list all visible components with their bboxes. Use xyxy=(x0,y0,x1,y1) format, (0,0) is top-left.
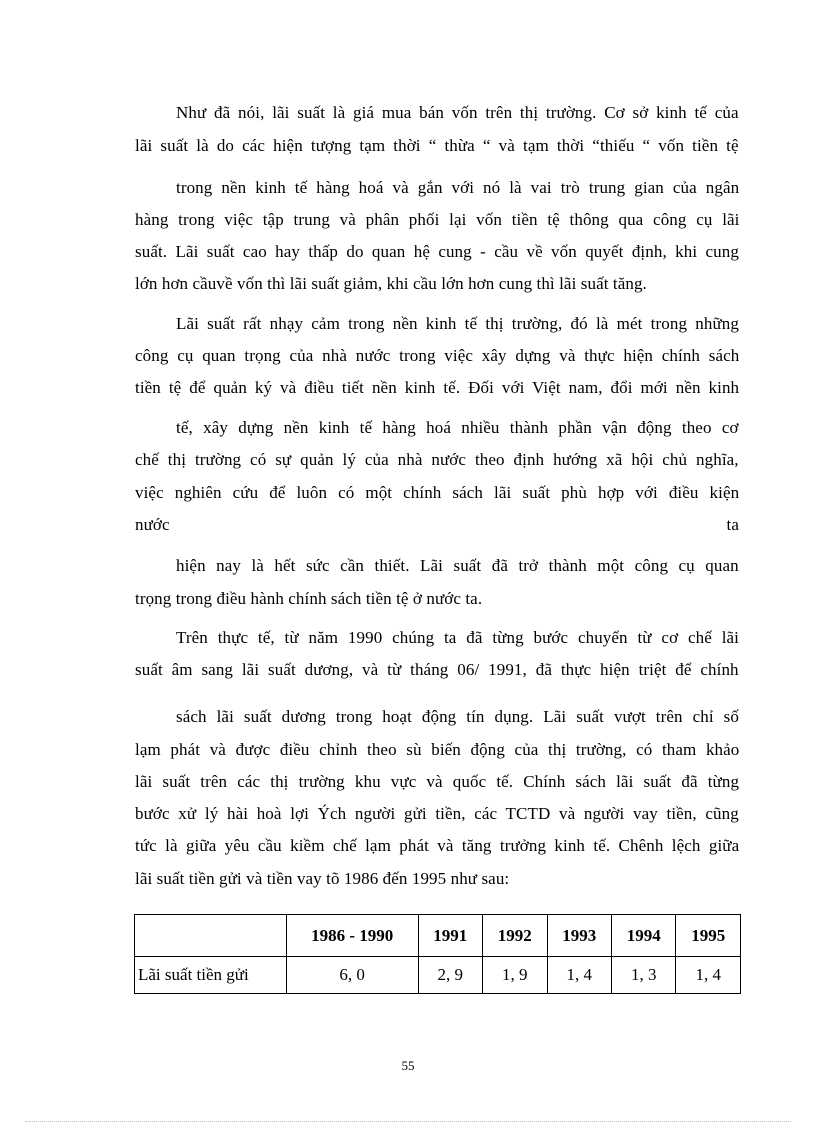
text-line: sách lãi suất dương trong hoạt động tín dụng. Lãi suất vượt trên chỉ số xyxy=(176,707,739,726)
split-line-right: ta xyxy=(726,515,739,534)
split-text-line xyxy=(135,515,739,535)
text-line: hàng trong việc tập trung và phân phối lại vốn tiền tệ thông qua công cụ lãi xyxy=(135,210,740,229)
text-line: lãi suất trên các thị trường khu vực và quốc tế. Chính sách lãi suất đã từng xyxy=(135,772,740,791)
text-line: bước xử lý hài hoà lợi Ých người gửi tiền, các TCTD và người vay tiền, cũng xyxy=(135,804,739,823)
text-line: hiện nay là hết sức cần thiết. Lãi suất đã trở thành một công cụ quan xyxy=(176,556,739,575)
table-cell: 6, 0 xyxy=(286,957,418,994)
text-line: công cụ quan trọng của nhà nước trong việc xây dựng và thực hiện chính sách xyxy=(135,346,740,365)
text-line: chế thị trường có sự quản lý của nhà nước theo định hướng xã hội chủ nghĩa, xyxy=(135,450,739,469)
table-cell: 1, 3 xyxy=(612,957,676,994)
table-header-cell: 1995 xyxy=(676,915,741,957)
page-number: 55 xyxy=(401,1058,415,1073)
text-line: lớn hơn cầuvề vốn thì lãi suất giảm, khi cầu lớn hơn cung thì lãi suất tăng. xyxy=(135,274,647,293)
table-cell: 1, 9 xyxy=(483,957,547,994)
text-line: lạm phát và được điều chỉnh theo sù biến động của thị trường, có tham khảo xyxy=(135,740,740,759)
page-bottom-divider xyxy=(25,1121,791,1122)
table-header-cell: 1994 xyxy=(612,915,676,957)
split-line-left: nước xyxy=(135,515,170,534)
table-row xyxy=(135,957,741,994)
table-cell: 2, 9 xyxy=(418,957,482,994)
table-cell: 1, 4 xyxy=(547,957,611,994)
table-header-cell: 1992 xyxy=(483,915,547,957)
text-line: việc nghiên cứu để luôn có một chính sách lãi suất phù hợp với điều kiện xyxy=(135,483,740,502)
text-line: trọng trong điều hành chính sách tiền tệ ở nước ta. xyxy=(135,589,483,608)
interest-rate-table xyxy=(134,914,741,994)
table-row-label: Lãi suất tiền gửi xyxy=(135,957,287,994)
text-line: tiền tệ để quản ký và điều tiết nền kinh tế. Đối với Việt nam, đổi mới nền kinh xyxy=(135,378,740,397)
table-header-cell: 1993 xyxy=(547,915,611,957)
text-line: suất. Lãi suất cao hay thấp do quan hệ cung - cầu về vốn quyết định, khi cung xyxy=(135,242,739,261)
text-line: Lãi suất rất nhạy cảm trong nền kinh tế thị trường, đó là mét trong những xyxy=(176,314,739,333)
table-header-cell: 1991 xyxy=(418,915,482,957)
text-line: Trên thực tế, từ năm 1990 chúng ta đã từng bước chuyển từ cơ chế lãi xyxy=(176,628,739,647)
table-header-row xyxy=(135,915,741,957)
text-line: suất âm sang lãi suất dương, và từ tháng 06/ 1991, đã thực hiện triệt để chính xyxy=(135,660,739,679)
table-header-cell: 1986 - 1990 xyxy=(286,915,418,957)
text-line: tức là giữa yêu cầu kiềm chế lạm phát và tăng trưởng kinh tế. Chênh lệch giữa xyxy=(135,836,740,855)
text-line: tế, xây dựng nền kinh tế hàng hoá nhiều thành phần vận động theo cơ xyxy=(176,418,739,437)
text-line: Như đã nói, lãi suất là giá mua bán vốn trên thị trường. Cơ sở kinh tế của xyxy=(176,103,739,122)
text-line: trong nền kinh tế hàng hoá và gắn với nó là vai trò trung gian của ngân xyxy=(176,178,740,197)
text-line: lãi suất là do các hiện tượng tạm thời “ thừa “ và tạm thời “thiếu “ vốn tiền tệ xyxy=(135,136,739,155)
text-line: lãi suất tiền gửi và tiền vay tõ 1986 đến 1995 như sau: xyxy=(135,869,510,888)
table-header-empty xyxy=(135,915,287,957)
table-cell: 1, 4 xyxy=(676,957,741,994)
